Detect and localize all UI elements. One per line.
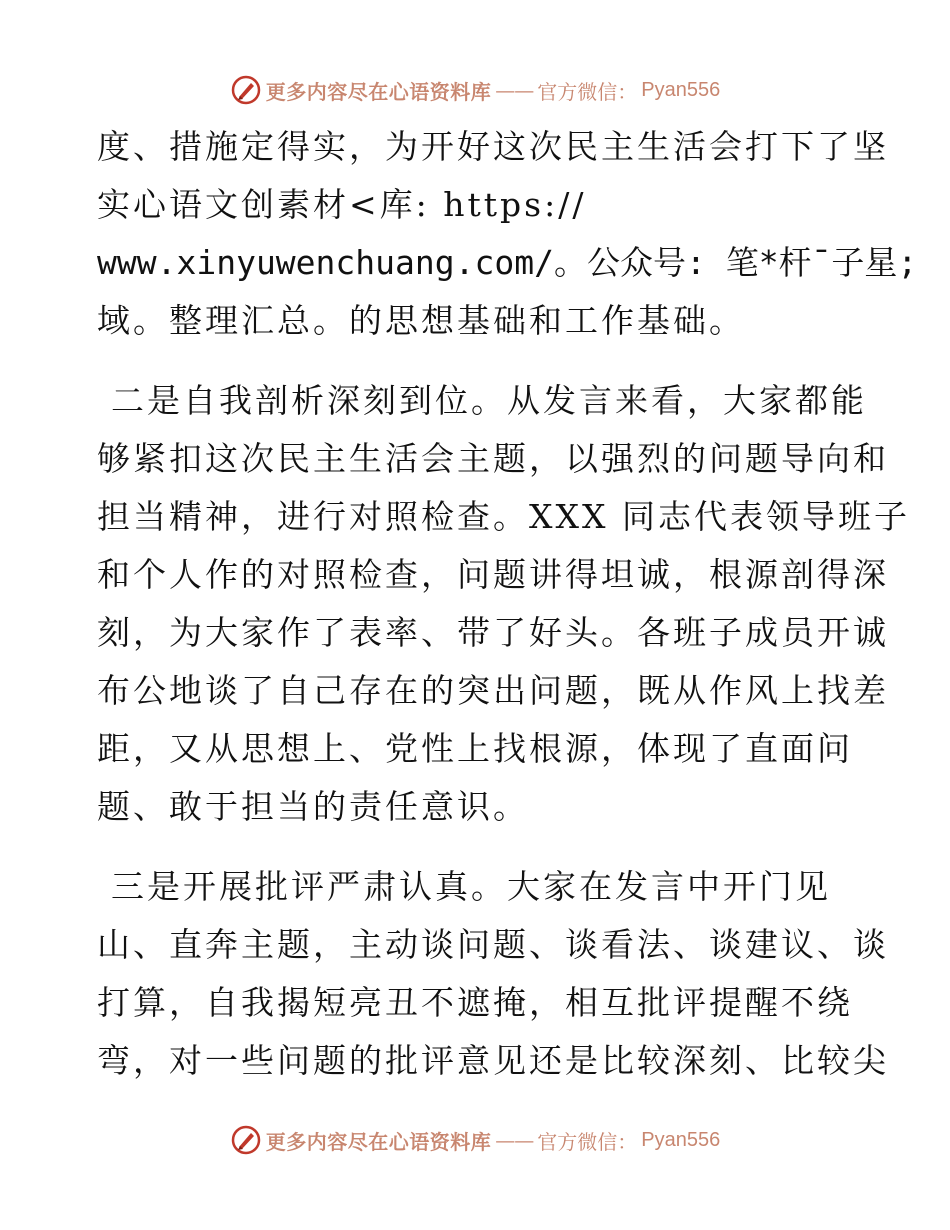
text-line: 二是自我剖析深刻到位。从发言来看，大家都能: [111, 381, 867, 420]
paragraph-3: [97, 858, 889, 1090]
text-line: 和个人作的对照检查，问题讲得坦诚，根源剖得深: [97, 555, 889, 594]
text-line: 布公地谈了自己存在的突出问题，既从作风上找差: [97, 671, 889, 710]
footer-label: 官方微信：: [537, 1129, 638, 1154]
text-line: 域。整理汇总。的思想基础和工作基础。: [97, 301, 745, 340]
text-line: www.xinyuwenchuang.com/。公众号: 笔*杆¯子星;: [97, 243, 918, 282]
text-line: 度、措施定得实，为开好这次民主生活会打下了坚: [97, 127, 889, 166]
header-watermark: [0, 70, 950, 110]
document-body: [97, 118, 918, 1090]
pen-logo-icon: [230, 74, 262, 106]
header-separator: ——: [495, 78, 534, 102]
text-line: 距，又从思想上、党性上找根源，体现了直面问: [97, 729, 853, 768]
paragraph-2: [97, 372, 910, 836]
footer-brand: 更多内容尽在心语资料库: [265, 1129, 492, 1154]
pen-logo-icon: [230, 1124, 262, 1156]
text-line: 题、敢于担当的责任意识。: [97, 787, 529, 826]
footer-watermark: [0, 1120, 950, 1160]
text-line: 实心语文创素材<库: https://: [97, 185, 587, 224]
text-line: 弯，对一些问题的批评意见还是比较深刻、比较尖: [97, 1041, 889, 1080]
footer-separator: ——: [495, 1128, 534, 1152]
text-line: 够紧扣这次民主生活会主题，以强烈的问题导向和: [97, 439, 889, 478]
header-account: Pyan556: [641, 78, 721, 101]
footer-account: Pyan556: [641, 1128, 721, 1151]
text-line: 打算，自我揭短亮丑不遮掩，相互批评提醒不绕: [97, 983, 853, 1022]
text-line: 刻，为大家作了表率、带了好头。各班子成员开诚: [97, 613, 889, 652]
paragraph-1: [97, 118, 918, 350]
text-line: 山、直奔主题，主动谈问题、谈看法、谈建议、谈: [97, 925, 889, 964]
header-label: 官方微信：: [537, 79, 638, 104]
text-line: 三是开展批评严肃认真。大家在发言中开门见: [111, 867, 831, 906]
header-brand: 更多内容尽在心语资料库: [265, 79, 492, 104]
text-line: 担当精神，进行对照检查。XXX 同志代表领导班子: [97, 497, 910, 536]
